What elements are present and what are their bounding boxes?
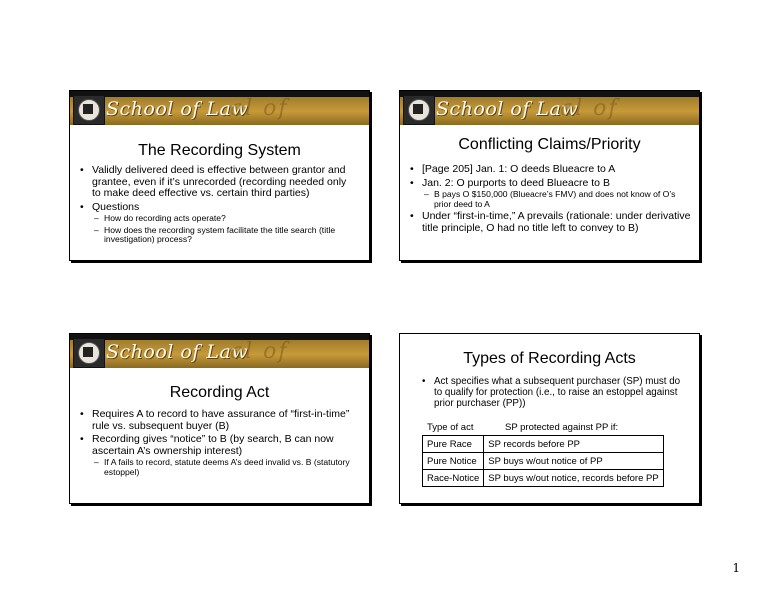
slide-title: Recording Act (169, 384, 270, 401)
bullet-item: • Questions – How do recording acts operate? – How does the recording system facilitate the title search (title investigation) process? (80, 202, 352, 245)
banner-top-bar (70, 334, 369, 340)
recording-acts-table (422, 435, 664, 487)
bullet-item: • Recording gives “notice” to B (by search, B can now ascertain A’s ownership interest) – If A fails to record, statute deems A’s deed invalid vs. B (statutory estoppel) (80, 434, 352, 477)
slide-title: The Recording System (138, 142, 301, 159)
table-header-type: Type of act (427, 422, 474, 433)
bullet-item: • Requires A to record to have assurance of “first-in-time” rule vs. subsequent buyer (B) (80, 409, 352, 432)
table-cell: SP buys w/out notice, records before PP (484, 470, 663, 487)
banner-watermark: al of (230, 339, 289, 364)
bullet-list (422, 376, 684, 411)
banner-brand-text: School of Law (106, 341, 249, 363)
bullet-list (410, 164, 692, 236)
table-header-protection: SP protected against PP if: (505, 422, 619, 433)
slide-title: Types of Recording Acts (463, 350, 636, 367)
sub-bullet-item: – B pays O $150,000 (Blueacre’s FMV) and does not know of O’s prior deed to A (422, 190, 692, 209)
school-of-law-banner (400, 91, 699, 125)
table-cell: Pure Notice (423, 453, 484, 470)
sub-bullet-item: – How does the recording system facilitate the title search (title investigation) process? (92, 226, 352, 245)
banner-watermark: al of (560, 96, 619, 121)
school-of-law-banner (70, 334, 369, 368)
table-cell: Race-Notice (423, 470, 484, 487)
slide-conflicting-claims (399, 90, 700, 261)
table-row (423, 436, 664, 453)
slide-recording-system (69, 90, 370, 261)
school-of-law-banner (70, 91, 369, 125)
building-logo-icon (403, 95, 435, 125)
bullet-list (80, 165, 352, 247)
table-cell: SP buys w/out notice of PP (484, 453, 663, 470)
bullet-item: • [Page 205] Jan. 1: O deeds Blueacre to A (410, 164, 692, 176)
slide-title: Conflicting Claims/Priority (458, 136, 641, 153)
slide-recording-act (69, 333, 370, 504)
table-row (423, 470, 664, 487)
banner-brand-text: School of Law (436, 98, 579, 120)
banner-watermark: al of (230, 96, 289, 121)
bullet-item: • Validly delivered deed is effective between grantor and grantee, even if it’s unrecorded (recording needed only to make deed effective vs. certain third parties) (80, 165, 352, 200)
banner-top-bar (70, 91, 369, 97)
sub-bullet-item: – How do recording acts operate? (92, 214, 352, 224)
page-number: 1 (732, 561, 740, 575)
building-logo-icon (73, 95, 105, 125)
bullet-list (80, 409, 352, 479)
banner-brand-text: School of Law (106, 98, 249, 120)
bullet-item: • Jan. 2: O purports to deed Blueacre to B – B pays O $150,000 (Blueacre’s FMV) and does not know of O’s prior deed to A (410, 178, 692, 210)
table-cell: Pure Race (423, 436, 484, 453)
building-logo-icon (73, 338, 105, 368)
bullet-item: • Under “first-in-time,” A prevails (rationale: under derivative title principle, O had no title left to convey to B) (410, 211, 692, 234)
bullet-item: • Act specifies what a subsequent purchaser (SP) must do to qualify for protection (i.e., to raise an estoppel against prior purchaser (PP)) (422, 376, 684, 409)
table-cell: SP records before PP (484, 436, 663, 453)
slide-types-of-recording-acts (399, 333, 700, 504)
sub-bullet-item: – If A fails to record, statute deems A’s deed invalid vs. B (statutory estoppel) (92, 458, 352, 477)
table-row (423, 453, 664, 470)
banner-top-bar (400, 91, 699, 97)
